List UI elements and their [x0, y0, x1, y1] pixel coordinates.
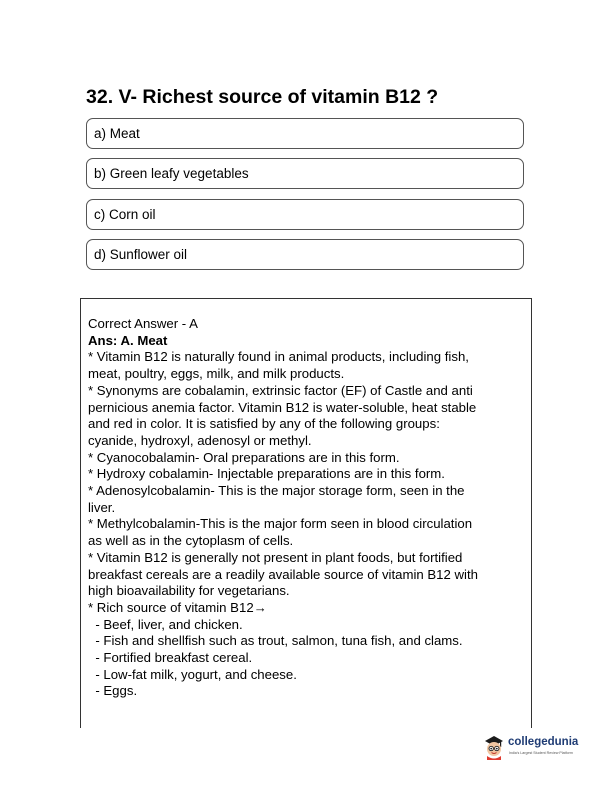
logo-tagline: India's Largest Student Review Platform [509, 751, 573, 755]
option-a[interactable]: a) Meat [86, 118, 524, 149]
explanation-line: breakfast cereals are a readily available source of vitamin B12 with [88, 566, 478, 582]
explanation-line: * Synonyms are cobalamin, extrinsic factor (EF) of Castle and anti [88, 382, 473, 398]
explanation-line: * Rich source of vitamin B12→ [88, 599, 267, 615]
explanation-line: * Adenosylcobalamin- This is the major storage form, seen in the [88, 483, 465, 499]
collegedunia-logo [482, 730, 592, 766]
explanation-line: * Vitamin B12 is generally not present in plant foods, but fortified [88, 549, 463, 565]
question-title: 32. V- Richest source of vitamin B12 ? [86, 86, 439, 108]
explanation-line: and red in color. It is satisfied by any of the following groups: [88, 416, 440, 432]
explanation-line: liver. [88, 499, 116, 515]
explanation-line: * Cyanocobalamin- Oral preparations are in this form. [88, 449, 400, 465]
explanation-line: cyanide, hydroxyl, adenosyl or methyl. [88, 432, 312, 448]
explanation-text [88, 349, 531, 700]
explanation-line: - Beef, liver, and chicken. [88, 616, 243, 632]
option-c[interactable]: c) Corn oil [86, 199, 524, 230]
explanation-line: - Eggs. [88, 683, 138, 699]
correct-answer-line: Correct Answer - A [88, 316, 198, 331]
mascot-icon [482, 734, 506, 760]
explanation-line: - Fish and shellfish such as trout, salmon, tuna fish, and clams. [88, 633, 463, 649]
explanation-line: * Vitamin B12 is naturally found in animal products, including fish, [88, 349, 469, 365]
explanation-line: - Fortified breakfast cereal. [88, 650, 253, 666]
option-d[interactable]: d) Sunflower oil [86, 239, 524, 270]
explanation-line: meat, poultry, eggs, milk, and milk products. [88, 366, 345, 382]
explanation-line: as well as in the cytoplasm of cells. [88, 533, 294, 549]
explanation-line: pernicious anemia factor. Vitamin B12 is water-soluble, heat stable [88, 399, 477, 415]
explanation-line: - Low-fat milk, yogurt, and cheese. [88, 666, 297, 682]
ans-line: Ans: A. Meat [88, 332, 168, 348]
explanation-line: * Methylcobalamin-This is the major form seen in blood circulation [88, 516, 473, 532]
explanation-line: high bioavailability for vegetarians. [88, 583, 290, 599]
logo-name: collegedunia [508, 736, 579, 748]
answer-explanation-box [80, 298, 532, 728]
explanation-line: * Hydroxy cobalamin- Injectable preparations are in this form. [88, 466, 445, 482]
option-b[interactable]: b) Green leafy vegetables [86, 158, 524, 189]
